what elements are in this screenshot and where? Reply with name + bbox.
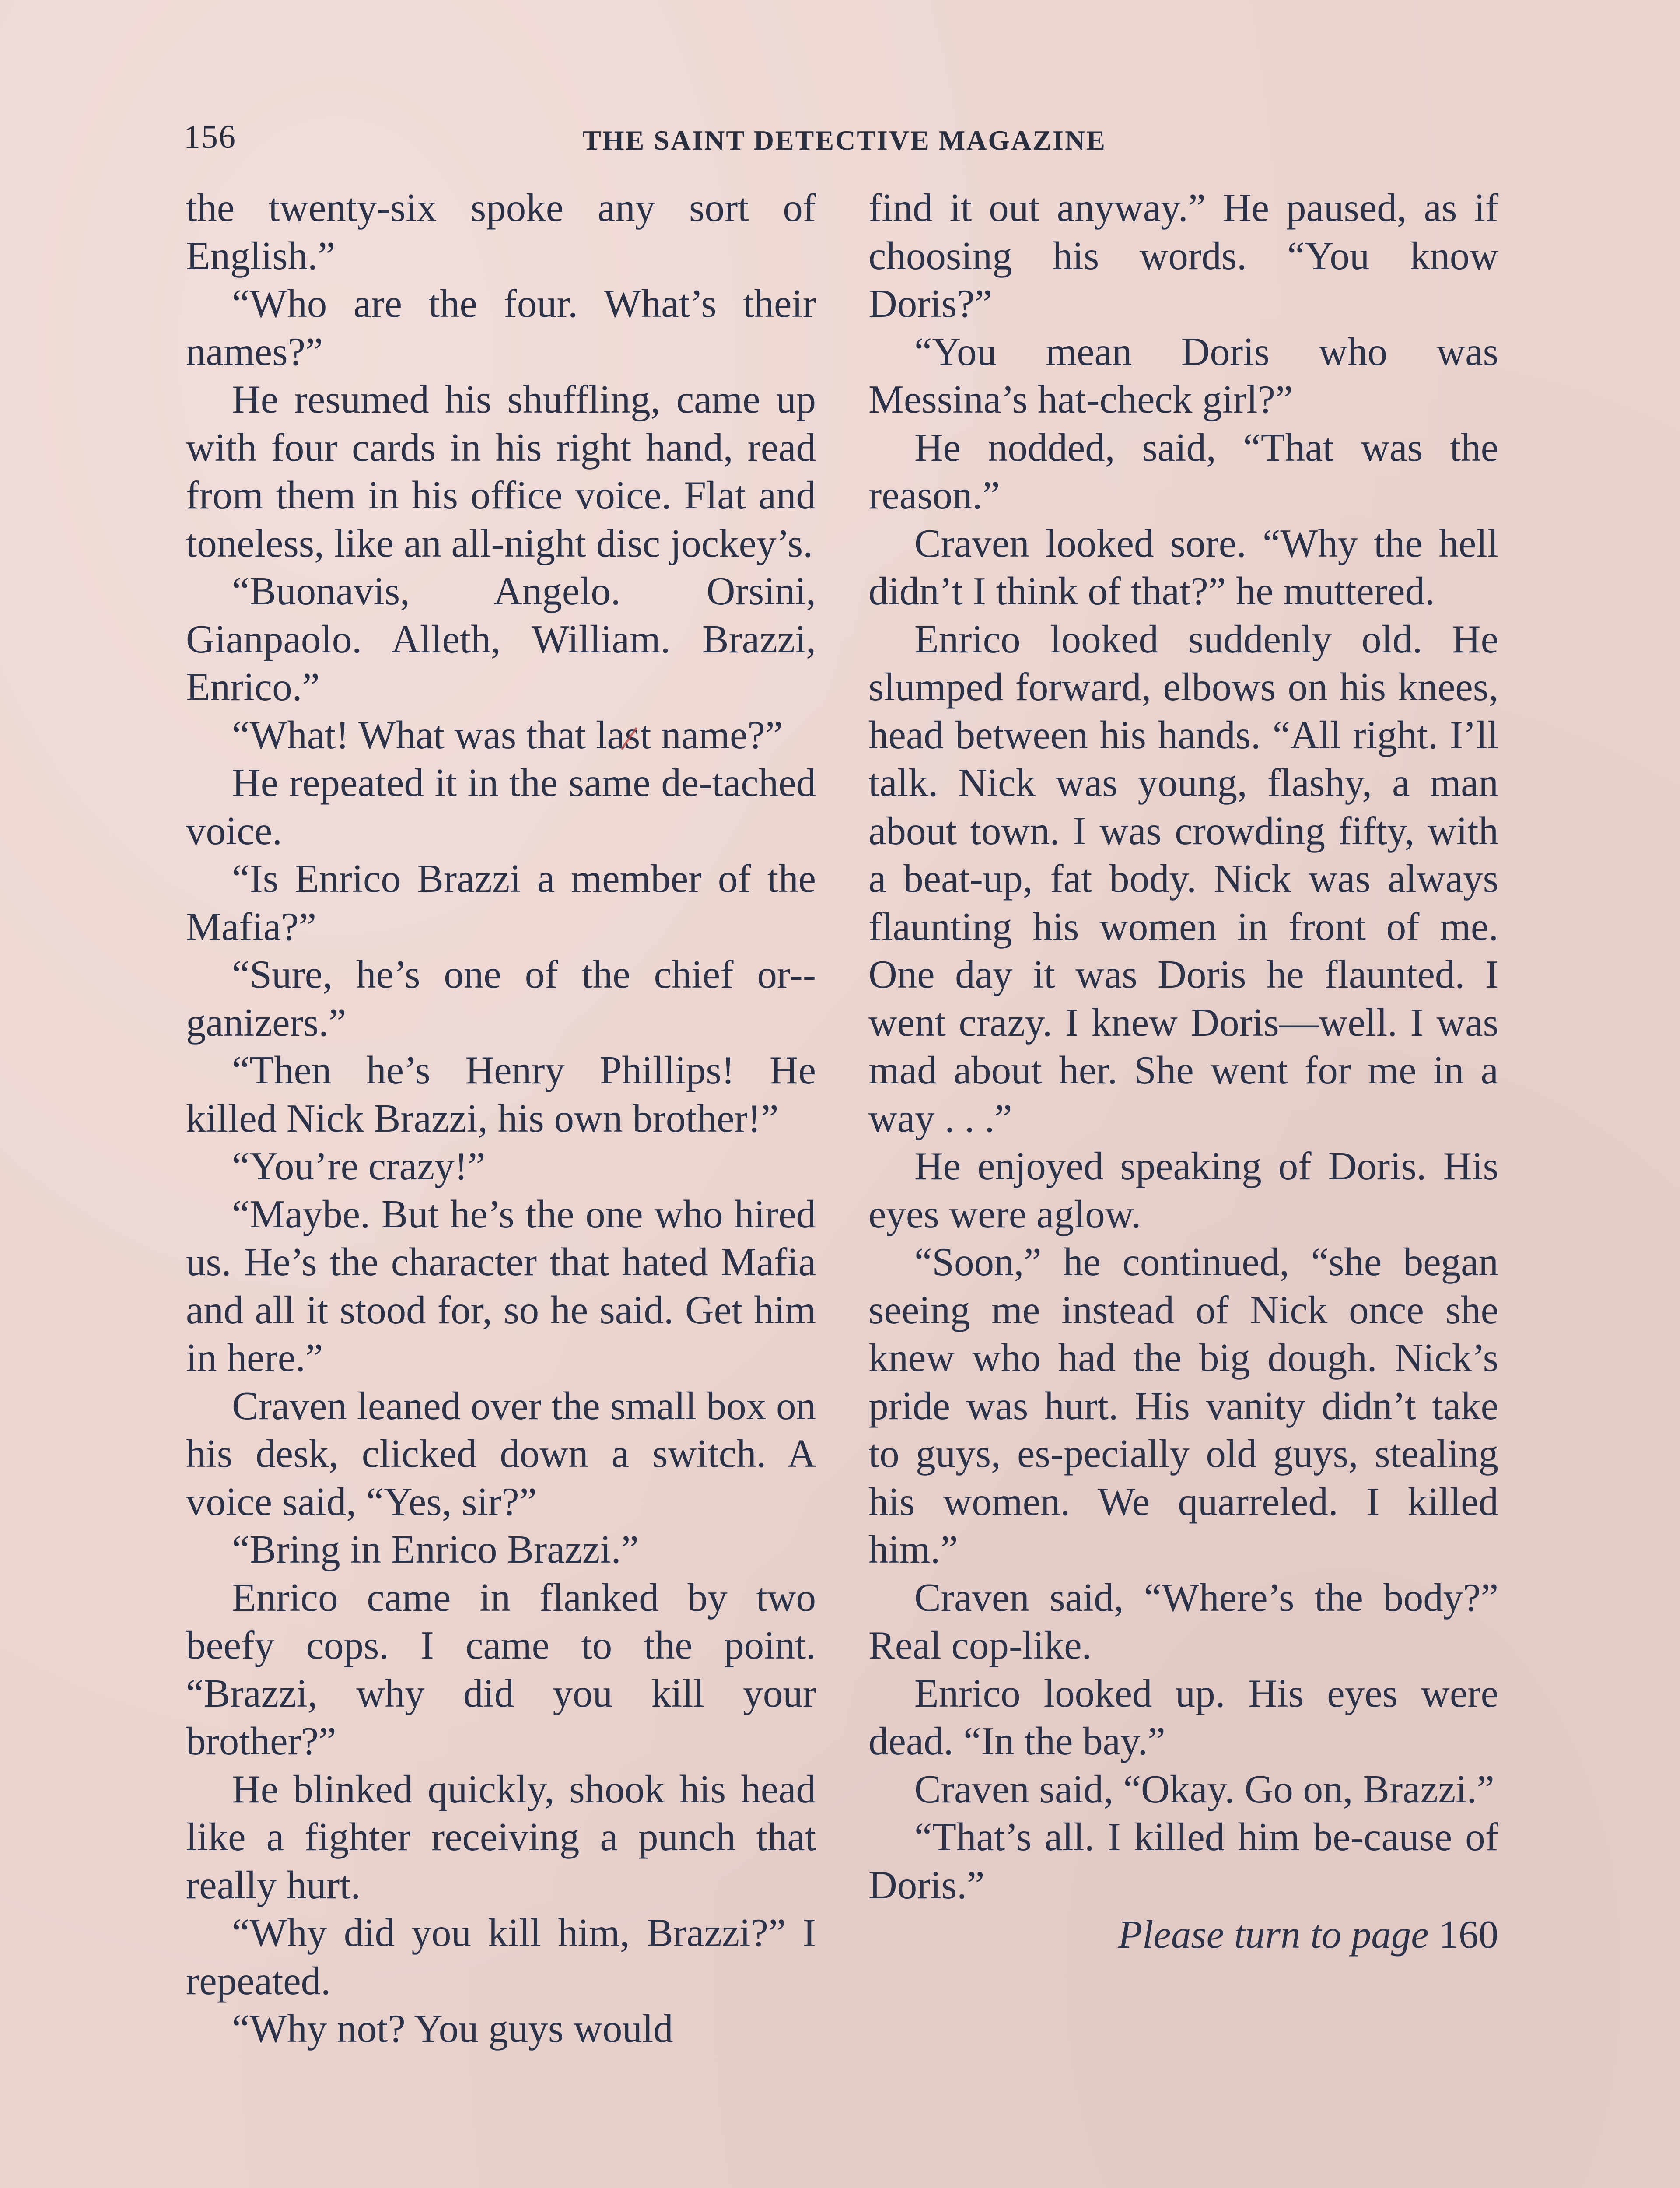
continuation-lead: Please turn to page <box>1118 1912 1429 1957</box>
paragraph: He resumed his shuffling, came up with four cards in his right hand, read from them in his office voice. Flat and toneless, like an all-night disc jockey’s. <box>186 377 816 565</box>
paragraph: Craven said, “Where’s the body?” Real cop-like. <box>868 1575 1498 1667</box>
text-column-right <box>868 184 1498 1959</box>
paragraph: “That’s all. I killed him be-cause of Doris.” <box>868 1815 1498 1907</box>
paragraph: “Sure, he’s one of the chief or-ganizers.” <box>186 952 816 1045</box>
paragraph: “Then he’s Henry Phillips! He killed Nick Brazzi, his own brother!” <box>186 1048 816 1140</box>
paragraph: “What! What was that last name?” <box>232 712 783 757</box>
paragraph: “Maybe. But he’s the one who hired us. He’s the character that hated Mafia and all it stood for, so he said. Get him in here.” <box>186 1192 816 1380</box>
paragraph: “You mean Doris who was Messina’s hat-check girl?” <box>868 329 1498 421</box>
paragraph: find it out anyway.” He paused, as if choosing his words. “You know Doris?” <box>868 186 1498 326</box>
paragraph: “Who are the four. What’s their names?” <box>186 281 816 374</box>
paragraph: He enjoyed speaking of Doris. His eyes were aglow. <box>868 1144 1498 1236</box>
paragraph: “Why did you kill him, Brazzi?” I repeated. <box>186 1911 816 2003</box>
paragraph: “Bring in Enrico Brazzi.” <box>232 1527 639 1571</box>
running-title: THE SAINT DETECTIVE MAGAZINE <box>582 125 1106 156</box>
paragraph: “Soon,” he continued, “she began seeing me instead of Nick once she knew who had the big dough. Nick’s pride was hurt. His vanity didn’t take to guys, es-pecially old guys, stealing his women. We quarreled. I killed him.” <box>868 1240 1498 1571</box>
page-number: 156 <box>184 119 236 155</box>
paragraph: “You’re crazy!” <box>232 1144 486 1188</box>
continuation-page-number: 160 <box>1438 1912 1498 1957</box>
paragraph: He nodded, said, “That was the reason.” <box>868 425 1498 517</box>
paragraph: “Is Enrico Brazzi a member of the Mafia?” <box>186 856 816 949</box>
page-header <box>184 118 1505 171</box>
paragraph: Enrico looked suddenly old. He slumped forward, elbows on his knees, head between his hands. “All right. I’ll talk. Nick was young, flashy, a man about town. I was crowding fifty, with a beat-up, fat body. Nick was always flaunting his women in front of me. One day it was Doris he flaunted. I went crazy. I knew Doris—well. I was mad about her. She went for me in a way . . .” <box>868 617 1498 1140</box>
paragraph: “Why not? You guys would <box>232 2006 673 2051</box>
paragraph: Craven leaned over the small box on his desk, clicked down a switch. A voice said, “Yes, sir?” <box>186 1383 816 1524</box>
paragraph: the twenty-six spoke any sort of English.” <box>186 186 816 278</box>
paragraph: Enrico looked up. His eyes were dead. “In the bay.” <box>868 1671 1498 1763</box>
text-column-left <box>186 184 816 2053</box>
paragraph: Enrico came in flanked by two beefy cops. I came to the point. “Brazzi, why did you kill your brother?” <box>186 1575 816 1763</box>
paragraph: “Buonavis, Angelo. Orsini, Gianpaolo. Alleth, William. Brazzi, Enrico.” <box>186 569 816 709</box>
paragraph: He repeated it in the same de-tached voice. <box>186 761 816 853</box>
paragraph: Craven said, “Okay. Go on, Brazzi.” <box>914 1767 1494 1811</box>
paragraph: He blinked quickly, shook his head like a fighter receiving a punch that really hurt. <box>186 1767 816 1907</box>
continuation-note <box>868 1911 1498 1959</box>
paragraph: Craven looked sore. “Why the hell didn’t I think of that?” he muttered. <box>868 521 1498 613</box>
